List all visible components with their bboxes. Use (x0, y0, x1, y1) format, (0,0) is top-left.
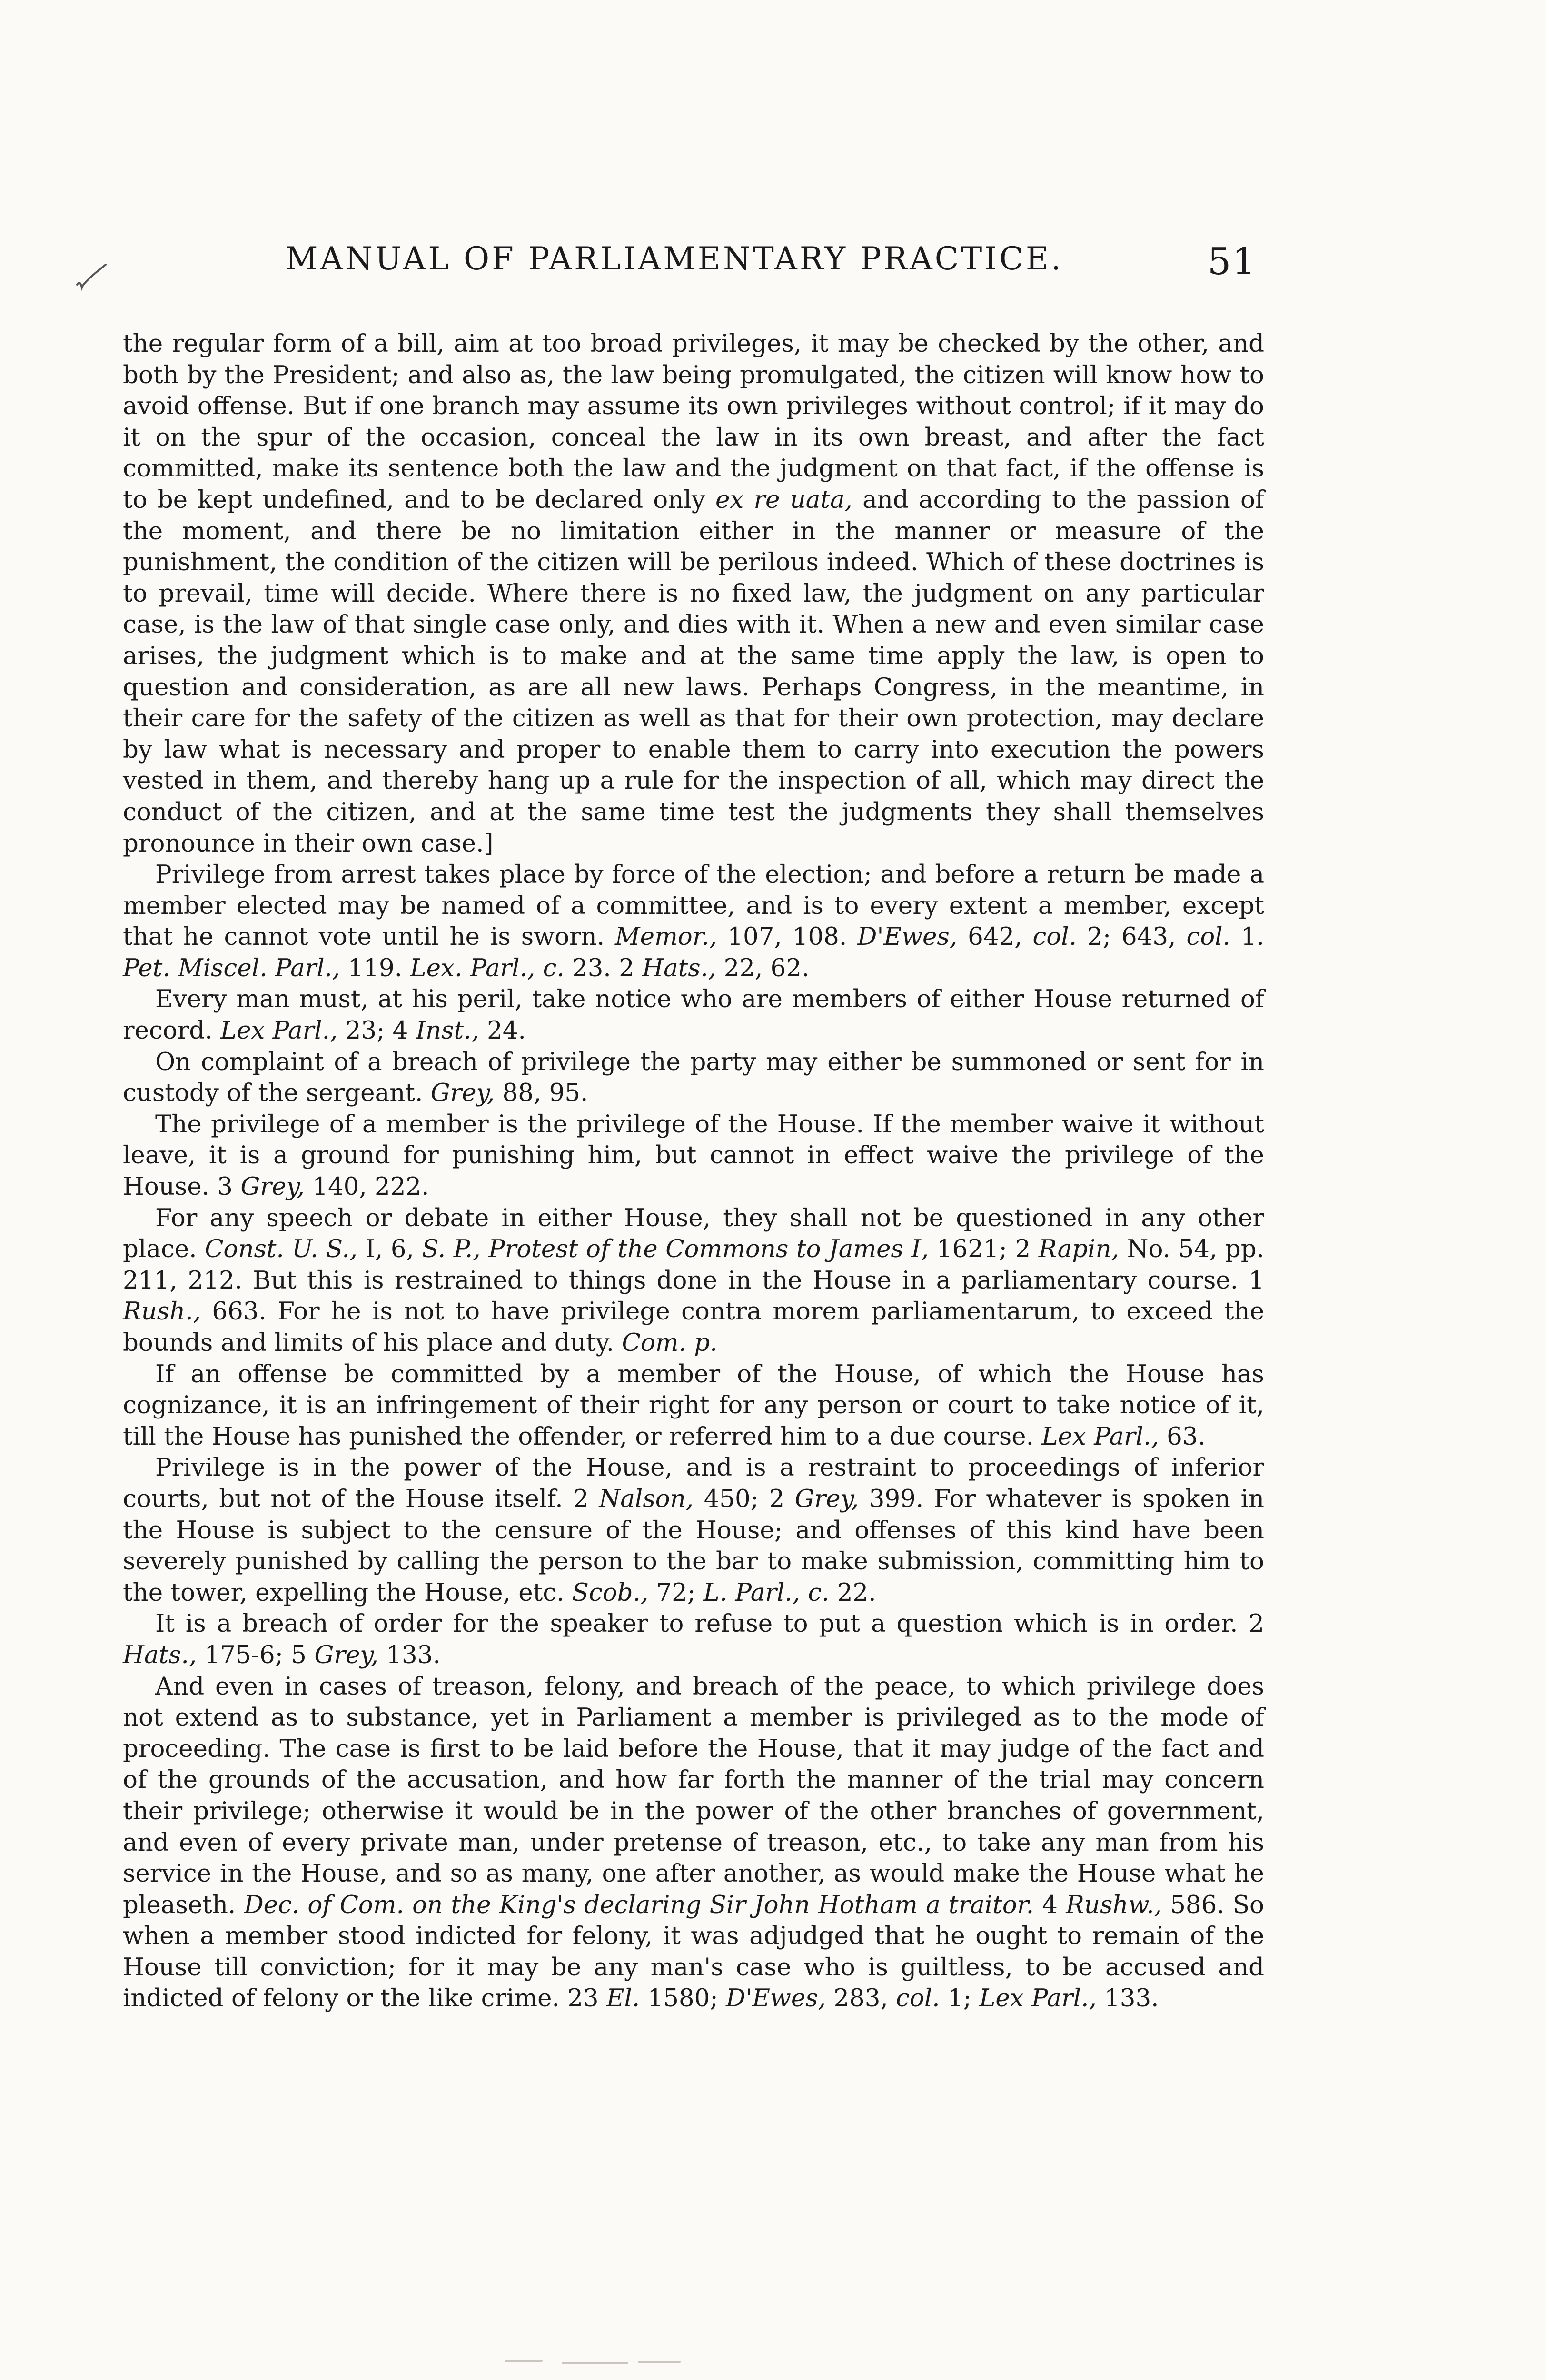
paragraph (123, 1047, 1264, 1109)
text-run: 107, 108. (717, 922, 858, 952)
text-run (535, 954, 543, 982)
citation-italic: Inst., (416, 1016, 479, 1045)
citation-italic: Grey, (430, 1079, 495, 1108)
citation-italic: Hats., (642, 953, 716, 982)
citation-italic: Lex Parl., (220, 1016, 338, 1045)
citation-italic: Rush., (123, 1297, 201, 1326)
citation-italic: col. (896, 1984, 940, 2013)
text-run: If an offense be committed by a member of the House, of which the House has cognizance, it is an infringement of their right for any person or court to take notice of it, till the House has punished the offender, or referred him to a due course. (123, 1359, 1264, 1451)
citation-italic: Scob., (572, 1578, 649, 1607)
citation-italic: col. (1032, 922, 1077, 952)
citation-italic: Hats., (123, 1640, 197, 1669)
citation-italic: Rushw., (1066, 1890, 1162, 1919)
citation-italic: Const. U. S., (205, 1235, 357, 1264)
print-smudge (638, 2361, 681, 2363)
citation-italic: D'Ewes, (857, 922, 958, 952)
citation-italic: Pet. Miscel. Parl., (123, 953, 340, 982)
citation-italic: Grey, (314, 1640, 378, 1669)
pencil-mark-icon (75, 261, 109, 291)
page-number: 51 (1207, 240, 1257, 283)
text-run: I, 6, (357, 1235, 422, 1264)
print-smudge (562, 2362, 628, 2364)
print-smudge (505, 2360, 543, 2362)
text-run: 88, 95. (495, 1079, 588, 1108)
text-run: 140, 222. (304, 1172, 429, 1201)
text-run: For any speech or debate in either House, they shall not be questioned in any other place. (123, 1203, 1264, 1264)
citation-italic: col. (1186, 922, 1230, 952)
text-run: On complaint of a breach of privilege the party may either be summoned or sent for in custody of the sergeant. (123, 1047, 1264, 1108)
citation-italic: D'Ewes, (726, 1984, 826, 2013)
text-run: 23; 4 (337, 1016, 416, 1045)
citation-italic: Memor., (615, 922, 717, 952)
text-run: 1621; 2 (929, 1235, 1039, 1264)
text-run: 72; (648, 1578, 704, 1607)
text-run: Privilege from arrest takes place by force of the election; and before a return be made a member elected may be named of a committee, and is to every extent a member, except that he cannot vote until he is sworn. (123, 860, 1264, 952)
citation-italic: Dec. of Com. on the King's declaring Sir John Hotham a traitor. (244, 1890, 1034, 1919)
text-run: Privilege is in the power of the House, and is a restraint to proceedings of inferior courts, but not of the House itself. 2 (123, 1453, 1264, 1513)
running-head: MANUAL OF PARLIAMENTARY PRACTICE. (286, 240, 1064, 277)
body-text (123, 328, 1264, 2014)
citation-italic: Lex Parl., (979, 1984, 1097, 2013)
page-header (276, 240, 1257, 298)
text-run: 663. For he is not to have privilege contra morem parliamentarum, to exceed the bounds and limits of his place and duty. (123, 1297, 1264, 1357)
text-run: No. 54, pp. 211, 212. But this is restrained to things done in the House in a parliamentary course. 1 (123, 1235, 1264, 1295)
text-run: 1; (940, 1984, 980, 2013)
text-run: 450; 2 (694, 1484, 795, 1513)
text-run: 1. (1230, 922, 1264, 952)
text-run: 399. For whatever is spoken in the House is subject to the censure of the House; and offenses of this kind have been severely punished by calling the person to the bar to make submission, committing him to the tower, expelling the House, etc. (123, 1484, 1264, 1607)
paragraph (123, 859, 1264, 984)
paragraph (123, 328, 1264, 859)
text-run: 22, 62. (716, 953, 810, 982)
text-run: 23. 2 (564, 953, 643, 982)
citation-italic: Grey, (794, 1484, 859, 1513)
text-run: 283, (826, 1984, 896, 2013)
paragraph (123, 1452, 1264, 1608)
text-run: 22. (829, 1578, 876, 1607)
paragraph (123, 984, 1264, 1046)
text-run: 119. (340, 953, 410, 982)
citation-italic: Grey, (240, 1172, 305, 1201)
text-run: 2; 643, (1077, 922, 1187, 952)
text-run: 1580; (640, 1984, 726, 2013)
citation-italic: S. P., Protest of the Commons to James I, (422, 1235, 929, 1264)
text-run: 586. So when a member stood indicted for felony, it was adjudged that he ought to remain of the House till conviction; for it may be any man's case who is guiltless, to be accused and indicted of felony or the like crime. 23 (123, 1890, 1265, 2013)
text-run: The privilege of a member is the privilege of the House. If the member waive it without leave, it is a ground for punishing him, but cannot in effect waive the privilege of the House. 3 (123, 1110, 1264, 1201)
citation-italic: ex re uata, (715, 485, 852, 514)
text-run: 133. (1096, 1984, 1159, 2013)
text-run: 175-6; 5 (197, 1640, 315, 1669)
citation-italic: Lex. Parl., (410, 953, 535, 982)
citation-italic: Nalson, (599, 1484, 694, 1513)
text-run: 24. (479, 1016, 526, 1045)
text-run: Every man must, at his peril, take notice who are members of either House returned of record. (123, 985, 1264, 1045)
paragraph (123, 1359, 1264, 1453)
text-run: 4 (1034, 1890, 1066, 1919)
text-run (800, 1578, 808, 1607)
citation-italic: c. (543, 953, 565, 982)
paragraph (123, 1608, 1264, 1671)
citation-italic: c. (808, 1578, 830, 1607)
text-run: 642, (957, 922, 1033, 952)
text-run: 133. (378, 1640, 441, 1669)
citation-italic: El. (606, 1984, 640, 2013)
text-run: It is a breach of order for the speaker to refuse to put a question which is in order. 2 (155, 1609, 1264, 1638)
paragraph (123, 1203, 1264, 1359)
paragraph (123, 1671, 1264, 2015)
citation-italic: Lex Parl., (1041, 1422, 1159, 1451)
text-run: 63. (1159, 1422, 1206, 1451)
text-run: and according to the passion of the moment, and there be no limitation either in the manner or measure of the punishment, the condition of the citizen will be perilous indeed. Which of these doctrines is to prevail, time will decide. Where there is no fixed law, the judgment on any particular case, is the law of that single case only, and dies with it. When a new and even similar case arises, the judgment which is to make and at the same time apply the law, is open to question and consideration, as are all new laws. Perhaps Congress, in the meantime, in their care for the safety of the citizen as well as that for their own protection, may declare by law what is necessary and proper to enable them to carry into execution the powers vested in them, and thereby hang up a rule for the inspection of all, which may direct the conduct of the citizen, and at the same time test the judgments they shall themselves pronounce in their own case.] (123, 485, 1264, 858)
text-run: the regular form of a bill, aim at too broad privileges, it may be checked by the other, and both by the President; and also as, the law being promulgated, the citizen will know how to avoid offense. But if one branch may assume its own privileges without control; if it may do it on the spur of the occasion, conceal the law in its own breast, and after the fact committed, make its sentence both the law and the judgment on that fact, if the offense is to be kept undefined, and to be declared only (123, 329, 1264, 514)
citation-italic: Rapin, (1038, 1235, 1120, 1264)
citation-italic: L. Parl., (703, 1578, 801, 1607)
citation-italic: Com. p. (622, 1329, 718, 1357)
text-run: And even in cases of treason, felony, and breach of the peace, to which privilege does not extend as to substance, yet in Parliament a member is privileged as to the mode of proceeding. The case is first to be laid before the House, that it may judge of the fact and of the grounds of the accusation, and how far forth the manner of the trial may concern their privilege; otherwise it would be in the power of the other branches of government, and even of every private man, under pretense of treason, etc., to take any man from his service in the House, and so as many, one after another, as would make the House what he pleaseth. (123, 1672, 1264, 1919)
paragraph (123, 1109, 1264, 1203)
